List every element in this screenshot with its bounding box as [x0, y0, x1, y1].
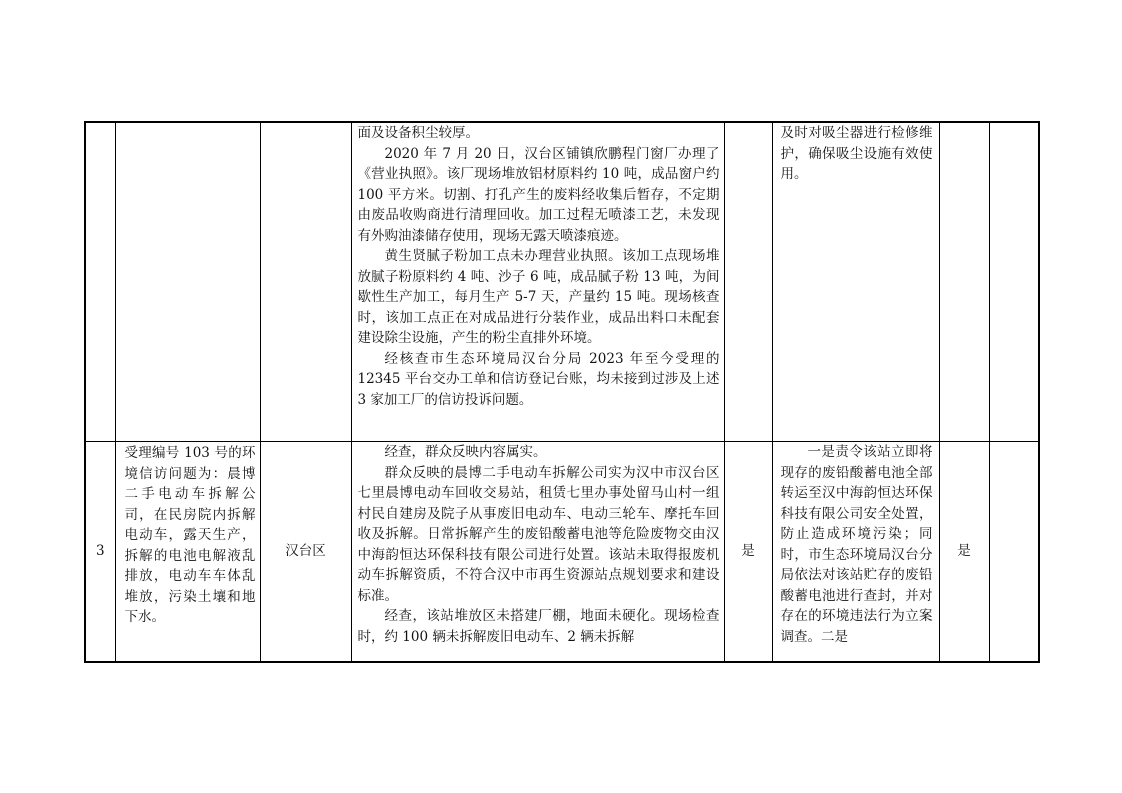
content-cell — [351, 122, 724, 442]
verified-cell — [724, 442, 772, 663]
row-number: 3 — [95, 543, 105, 560]
issue-cell — [115, 442, 260, 663]
resolved-text: 是 — [957, 543, 971, 560]
content-paragraph: 经查，该站堆放区未搭建厂棚，地面未硬化。现场检查时，约 100 辆未拆解废旧电动车、2 辆未拆解 — [357, 608, 720, 645]
content-paragraph: 群众反映的晨博二手电动车拆解公司实为汉中市汉台区七里晨博电动车回收交易站，租赁七里办事处留马山村一组村民自建房及院子从事废旧电动车、电动三轮车、摩托车回收及拆解。日常拆解产生的废铅酸蓄电池等危险废物交由汉中海韵恒达环保科技有限公司进行处置。该站未取得报废机动车拆解资质，不符合汉中市再生资源站点规划要求和建设标准。 — [357, 464, 720, 604]
issue-cell — [115, 122, 260, 442]
content-paragraph: 经查，群众反映内容属实。 — [384, 444, 547, 460]
district-cell — [260, 442, 351, 663]
number-cell — [85, 442, 115, 663]
verified-text: 是 — [741, 543, 755, 560]
remarks-cell — [989, 122, 1039, 442]
measures-text: 一是责令该站立即将现存的废铅酸蓄电池全部转运至汉中海韵恒达环保科技有限公司安全处置，防止造成环境污染；同时，市生态环境局汉台分局依法对该站贮存的废铅酸蓄电池进行查封，并对存在的环境违法行为立案调查。二是 — [780, 444, 933, 645]
table-row-3 — [85, 442, 1039, 663]
resolved-cell — [939, 122, 989, 442]
measures-text: 及时对吸尘器进行检修维护，确保吸尘设施有效使用。 — [780, 125, 933, 182]
report-table — [84, 121, 1040, 663]
measures-cell — [772, 122, 939, 442]
district-text: 汉台区 — [285, 543, 326, 560]
district-cell — [260, 122, 351, 442]
content-paragraph: 经核查市生态环境局汉台分局 2023 年至今受理的 12345 平台交办工单和信访登记台账，均未接到过涉及上述 3 家加工厂的信访投诉问题。 — [357, 350, 720, 408]
table-row-continued — [85, 122, 1039, 442]
content-cell — [351, 442, 724, 663]
content-paragraph: 2020 年 7 月 20 日，汉台区铺镇欣鹏程门窗厂办理了《营业执照》。该厂现场堆放铝材原料约 10 吨，成品窗户约 100 平方米。切割、打孔产生的废料经收集后暂存，不定期由废品收购商进行清理回收。加工过程无喷漆工艺，未发现有外购油漆储存使用，现场无露天喷漆痕迹。 — [357, 145, 720, 244]
number-cell — [85, 122, 115, 442]
content-paragraph: 黄生贤腻子粉加工点未办理营业执照。该加工点现场堆放腻子粉原料约 4 吨、沙子 6 吨，成品腻子粉 13 吨，为间歇性生产加工，每月生产 5-7 天，产量约 15 吨。现场核查时，该加工点正在对成品进行分装作业，成品出料口未配套建设除尘设施，产生的粉尘直排外环境。 — [357, 248, 720, 346]
measures-cell — [772, 442, 939, 663]
resolved-cell — [939, 442, 989, 663]
content-paragraph: 面及设备积尘较厚。 — [357, 125, 479, 141]
remarks-cell — [989, 442, 1039, 663]
verified-cell — [724, 122, 772, 442]
issue-text: 受理编号 103 号的环境信访问题为：晨博二手电动车拆解公司，在民房院内拆解电动车，露天生产，拆解的电池电解液乱排放，电动车车体乱堆放，污染土壤和地下水。 — [124, 445, 256, 625]
